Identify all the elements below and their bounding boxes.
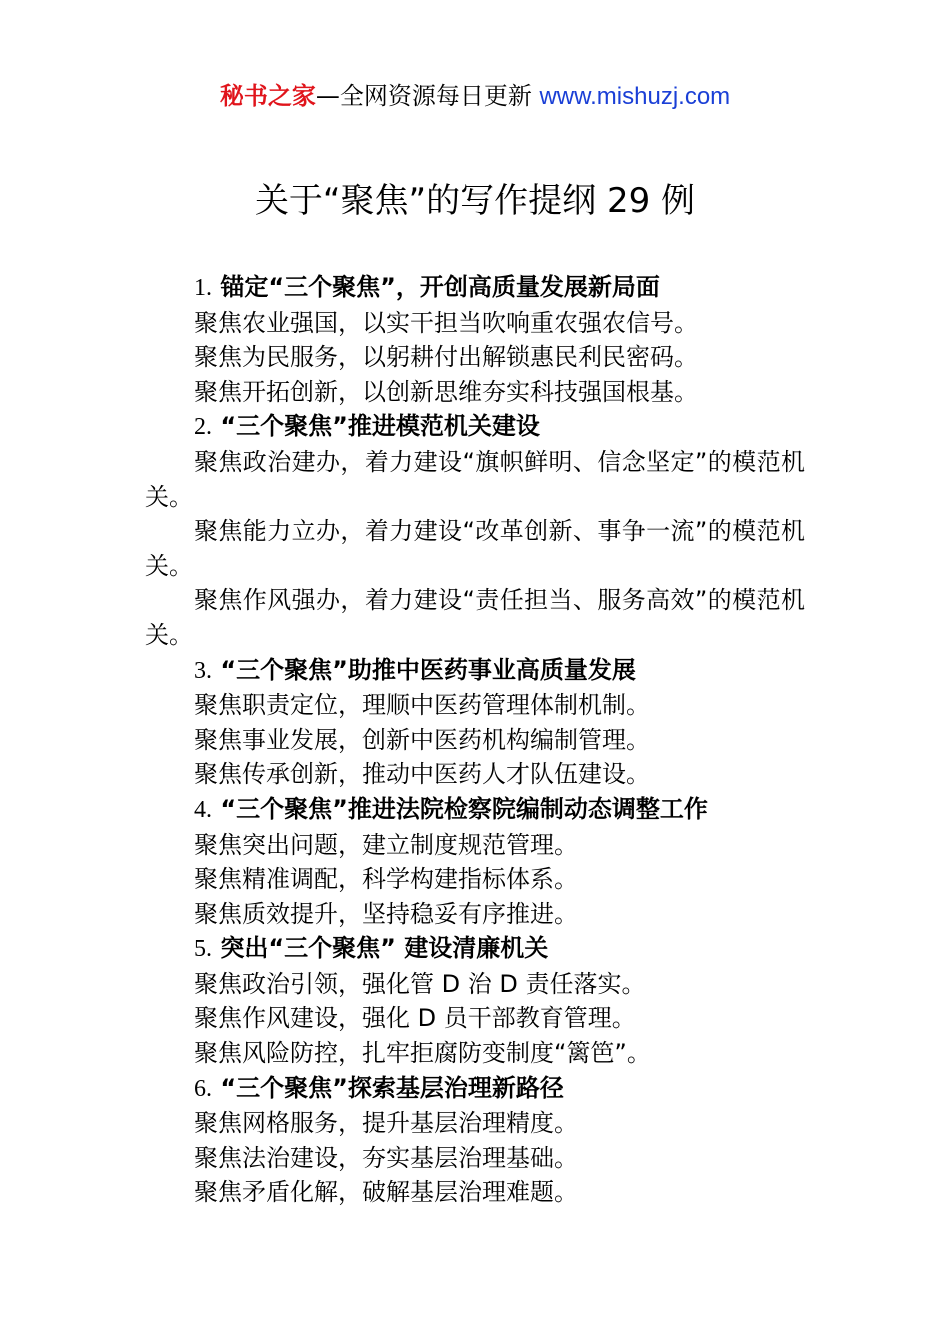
paragraph-line: 聚焦网格服务，提升基层治理精度。 [194,1109,578,1138]
section-heading-text: “三个聚焦”推进法院检察院编制动态调整工作 [220,794,708,823]
section-number: 4. [194,796,212,823]
paragraph-line: 聚焦法治建设，夯实基层治理基础。 [194,1143,578,1172]
paragraph-line: 聚焦精准调配，科学构建指标体系。 [194,865,578,894]
section-heading-text: “三个聚焦”探索基层治理新路径 [220,1073,564,1102]
paragraph-line: 聚焦事业发展，创新中医药机构编制管理。 [194,725,650,754]
section-heading-text: “三个聚焦”助推中医药事业高质量发展 [220,655,636,684]
paragraph-line: 聚焦突出问题，建立制度规范管理。 [194,830,578,859]
section-number: 3. [194,657,212,684]
paragraph-line: 聚焦作风建设，强化 D 员干部教育管理。 [194,1004,636,1033]
section-heading [145,653,805,689]
section-heading-text: 锚定“三个聚焦”，开创高质量发展新局面 [220,273,660,301]
section-heading [145,931,805,967]
site-url-link[interactable]: www.mishuzj.com [539,83,731,110]
site-tagline: —全网资源每日更新 [315,82,540,110]
paragraph-line: 聚焦矛盾化解，破解基层治理难题。 [194,1178,578,1207]
section-number: 5. [194,936,212,963]
paragraph-line: 聚焦质效提升，坚持稳妥有序推进。 [194,899,578,928]
section-heading-text: 突出“三个聚焦” 建设清廉机关 [220,934,549,963]
paragraph-line: 聚焦农业强国，以实干担当吹响重农强农信号。 [194,308,698,337]
document-title: 关于“聚焦”的写作提纲 29 例 [254,181,696,221]
section-heading-text: “三个聚焦”推进模范机关建设 [220,412,540,441]
section-number: 2. [194,414,212,441]
document-body [145,270,805,1210]
section-heading [145,1071,805,1107]
section-number: 6. [194,1075,212,1102]
section-heading [145,792,805,828]
section-number: 1. [194,275,212,301]
paragraph-line: 聚焦为民服务，以躬耕付出解锁惠民利民密码。 [194,343,698,372]
site-header [0,80,950,113]
section-heading [145,409,805,445]
paragraph-line: 聚焦风险防控，扎牢拒腐防变制度“篱笆”。 [194,1039,651,1068]
section-heading [145,270,805,306]
paragraph-line: 聚焦政治引领，强化管 D 治 D 责任落实。 [194,969,646,998]
paragraph-line: 聚焦开拓创新，以创新思维夯实科技强国根基。 [194,377,698,406]
paragraph-line: 聚焦能力立办，着力建设“改革创新、事争一流”的模范机关。 [145,517,805,580]
paragraph-line: 聚焦传承创新，推动中医药人才队伍建设。 [194,760,650,789]
paragraph-line: 聚焦职责定位，理顺中医药管理体制机制。 [194,691,650,720]
paragraph-line: 聚焦作风强办，着力建设“责任担当、服务高效”的模范机关。 [145,586,805,649]
paragraph-line: 聚焦政治建办，着力建设“旗帜鲜明、信念坚定”的模范机关。 [145,447,805,511]
site-brand: 秘书之家 [219,82,316,110]
